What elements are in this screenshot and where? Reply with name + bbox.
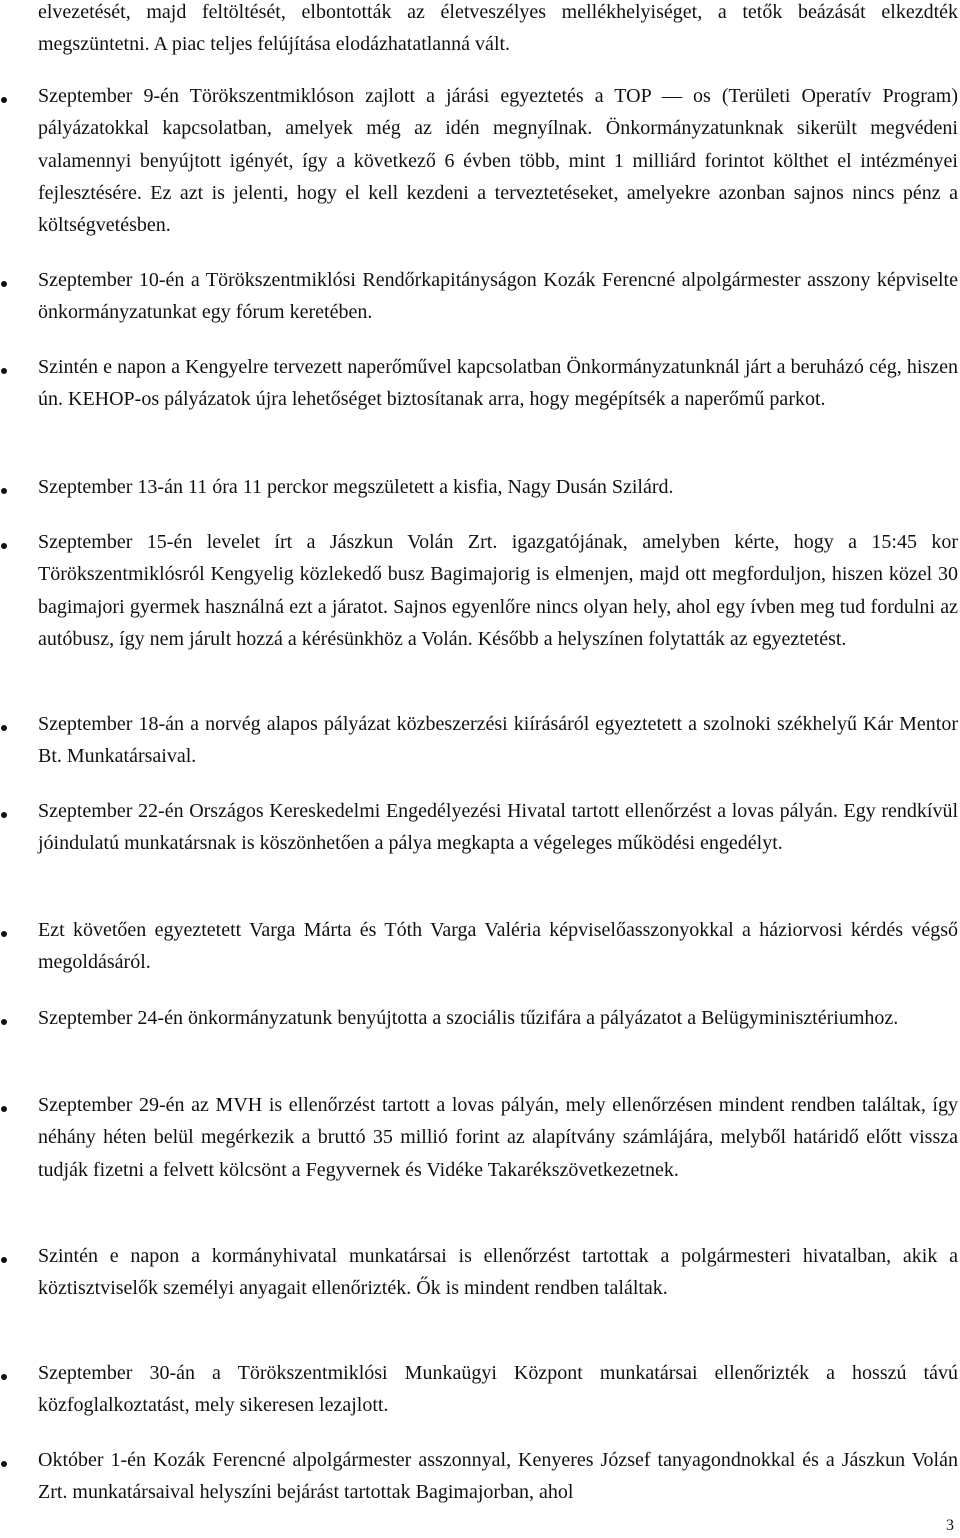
list-item: Szeptember 29-én az MVH is ellenőrzést tartott a lovas pályán, mely ellenőrzésen mindent rendben találtak, így néhány héten belül megérkezik a bruttó 35 millió forint az alapítvány számlájára, melyből határidő előtt vissza tudják fizetni a felvett kölcsönt a Fegyvernek és Vidéke Takarékszövetkezetnek. <box>38 1094 958 1181</box>
bullet-icon <box>0 1011 14 1025</box>
bullet-icon <box>0 89 14 103</box>
list-item: Szeptember 9-én Törökszentmiklóson zajlott a járási egyeztetés a TOP ― os (Területi Operatív Program) pályázatokkal kapcsolatban, amelyek még az idén megnyílnak. Önkormányzatunknak sikerült megvédeni valamennyi benyújtott igényét, így a következő 6 évben több, mint 1 milliárd forintot költhet el intézményei fejlesztésére. Ez azt is jelenti, hogy el kell kezdeni a terveztetéseket, amelyekre azonban sajnos nincs pénz a költségvetésben. <box>38 85 958 237</box>
bullet-icon <box>0 923 14 937</box>
intro-paragraph: elvezetését, majd feltöltését, elbontották az életveszélyes mellékhelyiséget, a tetők beázását elkezdték megszüntetni. A piac teljes felújítása elodázhatatlanná vált. <box>38 1 958 56</box>
bullet-icon <box>0 273 14 287</box>
bullet-icon <box>0 360 14 374</box>
list-item: Szeptember 22-én Országos Kereskedelmi Engedélyezési Hivatal tartott ellenőrzést a lovas pályán. Egy rendkívül jóindulatú munkatársnak is köszönhetően a pálya megkapta a végeleges működési engedélyt. <box>38 800 958 855</box>
bullet-icon <box>0 480 14 494</box>
bullet-icon <box>0 1366 14 1380</box>
page-number: 3 <box>946 1517 954 1534</box>
list-item: Szeptember 13-án 11 óra 11 perckor megszületett a kisfia, Nagy Dusán Szilárd. <box>38 476 674 498</box>
list-item: Szeptember 10-én a Törökszentmiklósi Rendőrkapitányságon Kozák Ferencné alpolgármester asszony képviselte önkormányzatunkat egy fórum keretében. <box>38 269 958 324</box>
bullet-icon <box>0 1453 14 1467</box>
list-item: Október 1-én Kozák Ferencné alpolgármester asszonnyal, Kenyeres József tanyagondnokkal és a Jászkun Volán Zrt. munkatársaival helyszíni bejárást tartottak Bagimajorban, ahol <box>38 1449 958 1504</box>
list-item: Szeptember 18-án a norvég alapos pályázat közbeszerzési kiírásáról egyeztetett a szolnoki székhelyű Kár Mentor Bt. Munkatársaival. <box>38 713 958 768</box>
bullet-icon <box>0 535 14 549</box>
list-item: Szeptember 30-án a Törökszentmiklósi Munkaügyi Központ munkatársai ellenőrizték a hosszú távú közfoglalkoztatást, mely sikeresen lezajlott. <box>38 1362 958 1417</box>
list-item: Szeptember 24-én önkormányzatunk benyújtotta a szociális tűzifára a pályázatot a Belügyminisztériumhoz. <box>38 1007 899 1029</box>
list-item: Szintén e napon a kormányhivatal munkatársai is ellenőrzést tartottak a polgármesteri hivatalban, akik a köztisztviselők személyi anyagait ellenőrizték. Ők is mindent rendben találtak. <box>38 1245 958 1300</box>
bullet-icon <box>0 1249 14 1263</box>
bullet-icon <box>0 804 14 818</box>
bullet-icon <box>0 1098 14 1112</box>
list-item: Szeptember 15-én levelet írt a Jászkun Volán Zrt. igazgatójának, amelyben kérte, hogy a 15:45 kor Törökszentmiklósról Kengyelig közlekedő busz Bagimajorig is elmenjen, majd ott megforduljon, hiszen közel 30 bagimajori gyermek használná ezt a járatot. Sajnos egyenlőre nincs olyan hely, ahol egy ívben meg tud fordulni az autóbusz, így nem járult hozzá a kérésünkhöz a Volán. Később a helyszínen folytatták az egyeztetést. <box>38 531 958 650</box>
bullet-icon <box>0 717 14 731</box>
list-item: Szintén e napon a Kengyelre tervezett naperőművel kapcsolatban Önkormányzatunknál járt a beruházó cég, hiszen ún. KEHOP-os pályázatok újra lehetőséget biztosítanak arra, hogy megépítsék a naperőmű parkot. <box>38 356 958 411</box>
list-item: Ezt követően egyeztetett Varga Márta és Tóth Varga Valéria képviselőasszonyokkal a háziorvosi kérdés végső megoldásáról. <box>38 919 958 974</box>
